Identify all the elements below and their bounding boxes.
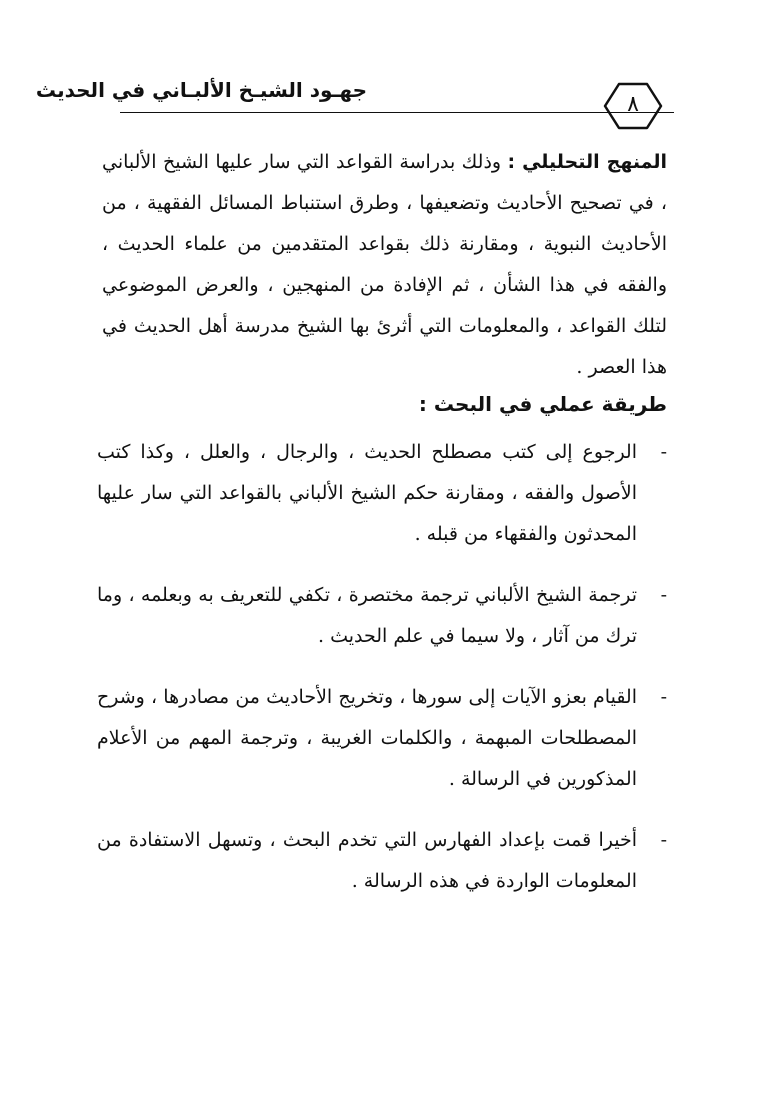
list-item	[97, 677, 667, 800]
intro-text: وذلك بدراسة القواعد التي سار عليها الشيخ الألباني ، في تصحيح الأحاديث وتضعيفها ، وطرق استنباط المسائل الفقهية ، من الأحاديث النبوية ، ومقارنة ذلك بقواعد المتقدمين من علماء الحديث ، والفقه في هذا الشأن ، ثم الإفادة من المنهجين ، والعرض الموضوعي لتلك القواعد ، والمعلومات التي أثرئ بها الشيخ مدرسة أهل الحديث في هذا العصر .	[102, 151, 667, 378]
list-item	[97, 432, 667, 555]
running-header-title: جهـود الشيـخ الألبـاني في الحديث	[35, 78, 367, 102]
intro-label: المنهج التحليلي :	[507, 151, 667, 173]
section-heading: طريقة عملي في البحث :	[418, 392, 667, 416]
list-item-text: القيام بعزو الآيات إلى سورها ، وتخريج الأحاديث من مصادرها ، وشرح المصطلحات المبهمة ، والكلمات الغريبة ، وترجمة المهم من الأعلام المذكورين في الرسالة .	[97, 686, 637, 790]
list-item-text: أخيرا قمت بإعداد الفهارس التي تخدم البحث ، وتسهل الاستفادة من المعلومات الواردة في هذه الرسالة .	[97, 829, 637, 892]
header-rule	[120, 112, 674, 113]
list-dash: -	[660, 441, 667, 463]
intro-paragraph	[102, 142, 667, 388]
list-item-text: الرجوع إلى كتب مصطلح الحديث ، والرجال ، والعلل ، وكذا كتب الأصول والفقه ، ومقارنة حكم الشيخ الألباني بالقواعد التي سار عليها المحدثون والفقهاء من قبله .	[97, 441, 637, 545]
list-dash: -	[660, 584, 667, 606]
list-dash: -	[660, 686, 667, 708]
page-number: ٨	[627, 92, 639, 117]
method-list	[97, 432, 667, 922]
list-item	[97, 820, 667, 902]
list-dash: -	[660, 829, 667, 851]
list-item-text: ترجمة الشيخ الألباني ترجمة مختصرة ، تكفي للتعريف به وبعلمه ، وما ترك من آثار ، ولا سيما في علم الحديث .	[97, 584, 637, 647]
list-item	[97, 575, 667, 657]
